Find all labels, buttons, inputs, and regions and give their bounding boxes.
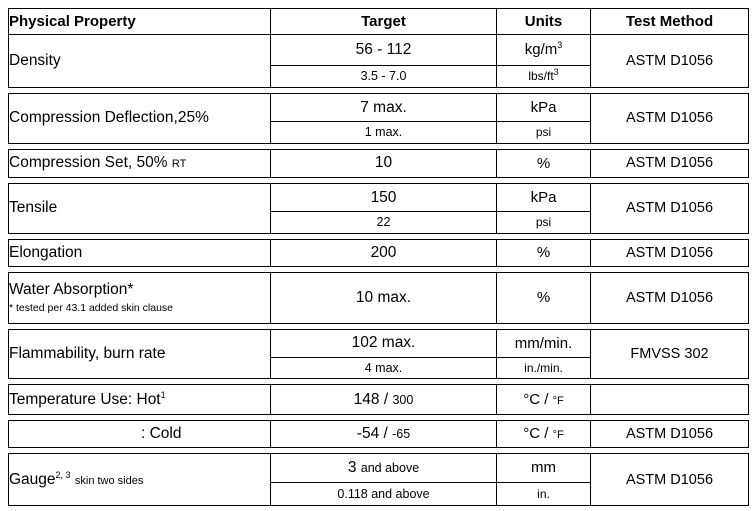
tensile-unit: kPa <box>497 184 591 212</box>
tensile-label: Tensile <box>9 184 271 234</box>
flammability-target: 102 max. <box>271 329 497 357</box>
gauge-unit-alt: in. <box>497 482 591 506</box>
compression-set-unit: % <box>497 149 591 177</box>
table-row-compression-deflection <box>9 94 749 122</box>
density-target: 56 - 112 <box>271 35 497 65</box>
compression-deflection-target: 7 max. <box>271 94 497 122</box>
flammability-target-alt: 4 max. <box>271 358 497 379</box>
header-units: Units <box>497 9 591 35</box>
gauge-unit: mm <box>497 454 591 482</box>
flammability-unit-alt: in./min. <box>497 358 591 379</box>
flammability-method: FMVSS 302 <box>591 329 749 379</box>
tensile-unit-alt: psi <box>497 212 591 233</box>
compression-deflection-method: ASTM D1056 <box>591 94 749 144</box>
compression-set-label: Compression Set, 50% RT <box>9 149 271 177</box>
water-absorption-method: ASTM D1056 <box>591 273 749 324</box>
table-row-compression-set <box>9 149 749 177</box>
temperature-hot-method <box>591 385 749 414</box>
table-row-temperature-hot <box>9 385 749 414</box>
header-row <box>9 9 749 35</box>
temperature-hot-target: 148 / 300 <box>271 385 497 414</box>
table-row-temperature-cold <box>9 420 749 447</box>
density-unit: $kg/m^3$ <box>497 35 591 65</box>
flammability-unit: mm/min. <box>497 329 591 357</box>
table-row-elongation <box>9 239 749 266</box>
table-row-tensile <box>9 184 749 212</box>
elongation-unit: % <box>497 239 591 266</box>
table-row-water-absorption <box>9 273 749 324</box>
tensile-target: 150 <box>271 184 497 212</box>
density-method: ASTM D1056 <box>591 35 749 88</box>
physical-properties-table <box>8 8 749 506</box>
compression-deflection-unit-alt: psi <box>497 122 591 143</box>
tensile-target-alt: 22 <box>271 212 497 233</box>
temperature-cold-method: ASTM D1056 <box>591 420 749 447</box>
elongation-method: ASTM D1056 <box>591 239 749 266</box>
gauge-target: 3 and above <box>271 454 497 482</box>
header-method: Test Method <box>591 9 749 35</box>
compression-deflection-label: Compression Deflection,25% <box>9 94 271 144</box>
elongation-target: 200 <box>271 239 497 266</box>
water-absorption-unit: % <box>497 273 591 324</box>
density-label: Density <box>9 35 271 88</box>
tensile-method: ASTM D1056 <box>591 184 749 234</box>
gauge-method: ASTM D1056 <box>591 454 749 506</box>
temperature-hot-unit: °C / °F <box>497 385 591 414</box>
temperature-cold-target: -54 / -65 <box>271 420 497 447</box>
density-unit-alt: lbs/$ft^3$ <box>497 65 591 87</box>
water-absorption-note: * tested per 43.1 added skin clause <box>9 302 174 315</box>
compression-deflection-unit: kPa <box>497 94 591 122</box>
temperature-cold-unit: °C / °F <box>497 420 591 447</box>
table-row-gauge <box>9 454 749 482</box>
table-row-flammability <box>9 329 749 357</box>
temperature-hot-label: Temperature Use: Hot$^1$ <box>9 385 271 414</box>
header-property: Physical Property <box>9 9 271 35</box>
table-row-density <box>9 35 749 65</box>
gauge-target-alt: 0.118 and above <box>271 482 497 506</box>
header-target: Target <box>271 9 497 35</box>
temperature-cold-label: : Cold <box>9 420 271 447</box>
water-absorption-target: 10 max. <box>271 273 497 324</box>
flammability-label: Flammability, burn rate <box>9 329 271 379</box>
compression-set-target: 10 <box>271 149 497 177</box>
water-absorption-label: Water Absorption* * tested per 43.1 added skin clause <box>9 273 271 324</box>
gauge-label: Gauge$^{2, 3}$ skin two sides <box>9 454 271 506</box>
density-target-alt: 3.5 - 7.0 <box>271 65 497 87</box>
compression-set-method: ASTM D1056 <box>591 149 749 177</box>
compression-deflection-target-alt: 1 max. <box>271 122 497 143</box>
elongation-label: Elongation <box>9 239 271 266</box>
